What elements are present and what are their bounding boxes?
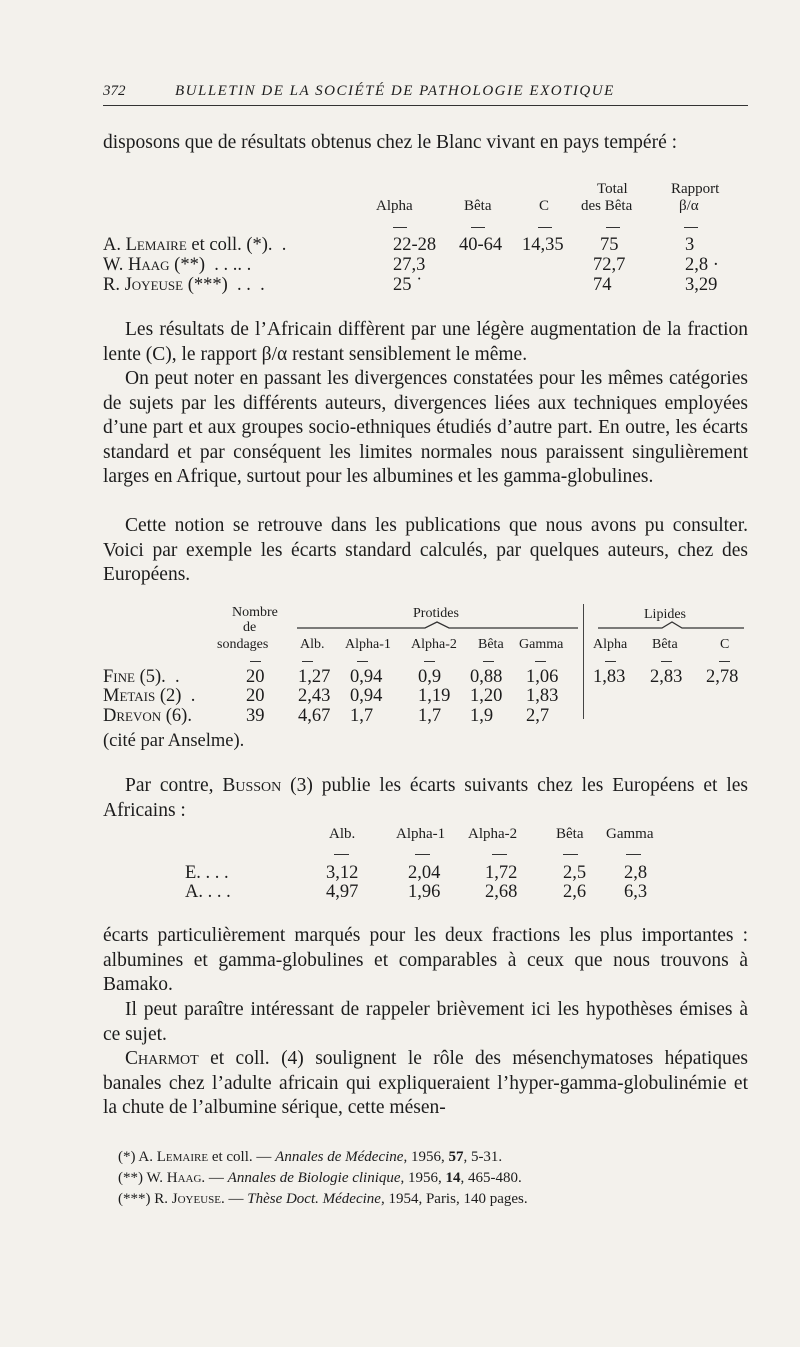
t2-row-label: Metais (2) . — [103, 686, 196, 706]
t1-dash — [471, 227, 485, 228]
t3-header-alpha2: Alpha-2 — [468, 826, 518, 842]
t3-cell: 1,72 — [485, 863, 518, 883]
t2-header-de: de — [243, 620, 257, 635]
t2-lipides-brace — [596, 620, 746, 632]
t2-cell: 1,27 — [298, 667, 331, 687]
t2-cell: 1,9 — [470, 706, 494, 726]
t2-cell: 1,7 — [418, 706, 442, 726]
t2-cell: 1,20 — [470, 686, 503, 706]
paragraph-6: écarts particulièrement marqués pour les deux fractions les plus importantes : albumines et gamma-globulines et comparables à ceux que nous trouvons à Bamako. — [103, 925, 748, 995]
paragraph-2: Les résultats de l’Africain diffèrent par une légère augmentation de la fraction lente (C), le rapport β/α restant sensiblement le même. — [103, 319, 748, 365]
t2-lipides-cell: 1,83 — [593, 667, 626, 687]
t2-cell: 0,9 — [418, 667, 442, 687]
paragraph-1: disposons que de résultats obtenus chez le Blanc vivant en pays tempéré : — [103, 132, 678, 153]
t1-cell: 72,7 — [593, 255, 626, 275]
t2-header-nombre: Nombre — [232, 605, 278, 620]
t2-cell: 20 — [246, 667, 265, 687]
t3-cell: 2,8 — [624, 863, 648, 883]
page-number: 372 — [103, 83, 126, 99]
t2-dash — [250, 661, 261, 662]
t2-protides-brace — [295, 620, 580, 632]
t2-dash — [424, 661, 435, 662]
t3-row-label: A. . . . — [185, 882, 231, 902]
t2-dash — [535, 661, 546, 662]
t2-cell: 39 — [246, 706, 265, 726]
t1-header-alpha: Alpha — [376, 198, 413, 214]
paragraph-3: On peut noter en passant les divergences constatées pour les mêmes catégories de sujets par les différents auteurs, divergences liées aux techniques employées d’une part et aux groupes socio-ethniques étudiés d’autre part. En outre, les écarts standard et par conséquent les limites normales nous paraissent singulièrement larges en Afrique, surtout pour les albumines et les gamma-globulines. — [103, 368, 748, 487]
t1-row-label: A. Lemaire et coll. (*). . — [103, 235, 287, 255]
t3-cell: 2,68 — [485, 882, 518, 902]
t3-row-label: E. . . . — [185, 863, 229, 883]
t2-header-alpha2: Alpha-2 — [411, 637, 457, 652]
t1-cell: 27,3 — [393, 255, 426, 275]
t1-cell: 22-28 — [393, 235, 437, 255]
t1-cell: 75 — [600, 235, 619, 255]
t2-cell: 0,88 — [470, 667, 503, 687]
t2-dash — [719, 661, 730, 662]
t2-header-beta: Bêta — [478, 637, 504, 652]
t3-cell: 2,04 — [408, 863, 441, 883]
paragraph-7: Il peut paraître intéressant de rappeler brièvement ici les hypothèses émises à ce sujet. — [103, 999, 748, 1045]
paragraph-8: Charmot et coll. (4) soulignent le rôle des mésenchymatoses hépatiques banales chez l’adulte africain qui expliqueraient l’hyper-gamma-globulinémie et la chute de l’albumine sérique, cette mésen- — [103, 1048, 748, 1118]
t1-cell: 74 — [593, 275, 612, 295]
t2-cell: 4,67 — [298, 706, 331, 726]
paragraph-5: Par contre, Busson (3) publie les écarts suivants chez les Européens et les Africains : — [103, 775, 749, 821]
t2-header-sondages: sondages — [217, 637, 269, 652]
t2-cell: 1,83 — [526, 686, 559, 706]
t2-header-protides: Protides — [413, 606, 459, 621]
t1-cell: 2,8 · — [685, 255, 719, 275]
t2-dash — [302, 661, 313, 662]
t3-dash — [563, 854, 578, 855]
t1-dash — [606, 227, 620, 228]
t1-dash — [684, 227, 698, 228]
t2-cell: 0,94 — [350, 686, 383, 706]
t2-cell: 1,19 — [418, 686, 451, 706]
footnote-3: (***) R. Joyeuse. — Thèse Doct. Médecine, 1954, Paris, 140 pages. — [118, 1191, 528, 1207]
t2-header-lip-beta: Bêta — [652, 637, 678, 652]
t1-row-label: W. Haag (**) . . .. . — [103, 255, 252, 275]
t2-cell: 2,7 — [526, 706, 550, 726]
t2-row-label: Fine (5). . — [103, 667, 180, 687]
t1-cell: 40-64 — [459, 235, 503, 255]
t2-header-lip-alpha: Alpha — [593, 637, 628, 652]
t3-cell: 6,3 — [624, 882, 648, 902]
t1-cell: 25 ˙ — [393, 275, 423, 295]
t2-lipides-cell: 2,83 — [650, 667, 683, 687]
t2-cell: 20 — [246, 686, 265, 706]
t2-cell: 1,7 — [350, 706, 374, 726]
t3-cell: 3,12 — [326, 863, 359, 883]
t1-cell: 14,35 — [522, 235, 564, 255]
t3-dash — [334, 854, 349, 855]
t2-divider — [583, 604, 584, 719]
footnote-1: (*) A. Lemaire et coll. — Annales de Médecine, 1956, 57, 5-31. — [118, 1149, 503, 1165]
t3-cell: 1,96 — [408, 882, 441, 902]
t3-header-alb: Alb. — [329, 826, 356, 842]
t3-dash — [415, 854, 430, 855]
t1-header-c: C — [539, 198, 550, 214]
t2-cell: 0,94 — [350, 667, 383, 687]
t1-cell: 3 — [685, 235, 695, 255]
t2-header-alb: Alb. — [300, 637, 325, 652]
t2-dash — [483, 661, 494, 662]
t2-header-lip-c: C — [720, 637, 730, 652]
t1-header-total: Total — [597, 181, 628, 197]
t3-cell: 2,6 — [563, 882, 587, 902]
t1-dash — [393, 227, 407, 228]
t3-cell: 2,5 — [563, 863, 587, 883]
t3-header-alpha1: Alpha-1 — [396, 826, 446, 842]
running-header — [103, 83, 748, 106]
t2-note: (cité par Anselme). — [103, 731, 245, 751]
t2-lipides-cell: 2,78 — [706, 667, 739, 687]
t2-dash — [661, 661, 672, 662]
footnote-2: (**) W. Haag. — Annales de Biologie clinique, 1956, 14, 465-480. — [118, 1170, 522, 1186]
t1-dash — [538, 227, 552, 228]
paragraph-4: Cette notion se retrouve dans les publications que nous avons pu consulter. Voici par exemple les écarts standard calculés, par quelques auteurs, chez des Européens. — [103, 515, 748, 585]
t3-dash — [626, 854, 641, 855]
t1-cell: 3,29 — [685, 275, 718, 295]
t3-dash — [492, 854, 507, 855]
t1-header-des-beta: des Bêta — [581, 198, 633, 214]
running-title: BULLETIN DE LA SOCIÉTÉ DE PATHOLOGIE EXOTIQUE — [175, 83, 615, 99]
t3-cell: 4,97 — [326, 882, 359, 902]
t1-header-beta: Bêta — [464, 198, 492, 214]
t3-header-gamma: Gamma — [606, 826, 654, 842]
t2-row-label: Drevon (6). — [103, 706, 192, 726]
t2-cell: 2,43 — [298, 686, 331, 706]
t1-header-ratio: β/α — [679, 198, 699, 214]
t2-cell: 1,06 — [526, 667, 559, 687]
t2-header-alpha1: Alpha-1 — [345, 637, 391, 652]
t2-header-gamma: Gamma — [519, 637, 564, 652]
t2-dash — [357, 661, 368, 662]
t2-dash — [605, 661, 616, 662]
t2-header-lipides: Lipides — [644, 607, 686, 622]
t1-header-rapport: Rapport — [671, 181, 720, 197]
t3-header-beta: Bêta — [556, 826, 584, 842]
t1-row-label: R. Joyeuse (***) . . . — [103, 275, 265, 295]
